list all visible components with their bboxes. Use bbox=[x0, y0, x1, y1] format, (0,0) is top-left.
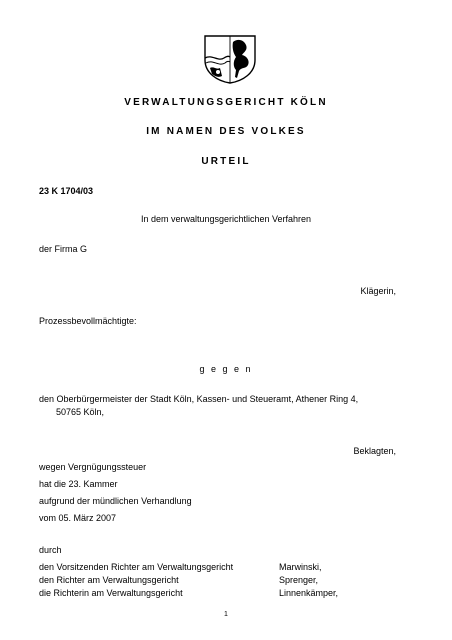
court-title: VERWALTUNGSGERICHT KÖLN bbox=[124, 97, 328, 108]
page-number: 1 bbox=[224, 611, 228, 618]
judgment-title: URTEIL bbox=[201, 156, 251, 167]
chamber-line: hat die 23. Kammer bbox=[39, 479, 118, 489]
judge-name: Sprenger, bbox=[279, 575, 319, 585]
defendant-line-1: den Oberbürgermeister der Stadt Köln, Kassen- und Steueramt, Athener Ring 4, bbox=[39, 394, 359, 404]
against-label: g e g e n bbox=[199, 364, 253, 374]
plaintiff-role: Klägerin, bbox=[360, 286, 396, 296]
judges-intro: durch bbox=[39, 545, 62, 555]
nrw-coat-of-arms-icon bbox=[202, 34, 258, 84]
subject-line: wegen Vergnügungssteuer bbox=[39, 462, 147, 472]
defendant-line-2: 50765 Köln, bbox=[56, 407, 105, 417]
judge-role: den Richter am Verwaltungsgericht bbox=[39, 575, 179, 585]
judge-name: Linnenkämper, bbox=[279, 588, 339, 598]
proceedings-intro: In dem verwaltungsgerichtlichen Verfahren bbox=[140, 214, 312, 224]
case-number: 23 K 1704/03 bbox=[39, 186, 94, 196]
hearing-date: vom 05. März 2007 bbox=[39, 513, 117, 523]
judge-role: die Richterin am Verwaltungsgericht bbox=[39, 588, 183, 598]
judge-role: den Vorsitzenden Richter am Verwaltungsgericht bbox=[39, 562, 234, 572]
hearing-line: aufgrund der mündlichen Verhandlung bbox=[39, 496, 192, 506]
in-the-name-of-the-people: IM NAMEN DES VOLKES bbox=[146, 126, 306, 137]
counsel-label: Prozessbevollmächtigte: bbox=[39, 316, 137, 326]
judge-name: Marwinski, bbox=[279, 562, 322, 572]
defendant-role: Beklagten, bbox=[353, 446, 396, 456]
plaintiff-name: der Firma G bbox=[39, 244, 88, 254]
